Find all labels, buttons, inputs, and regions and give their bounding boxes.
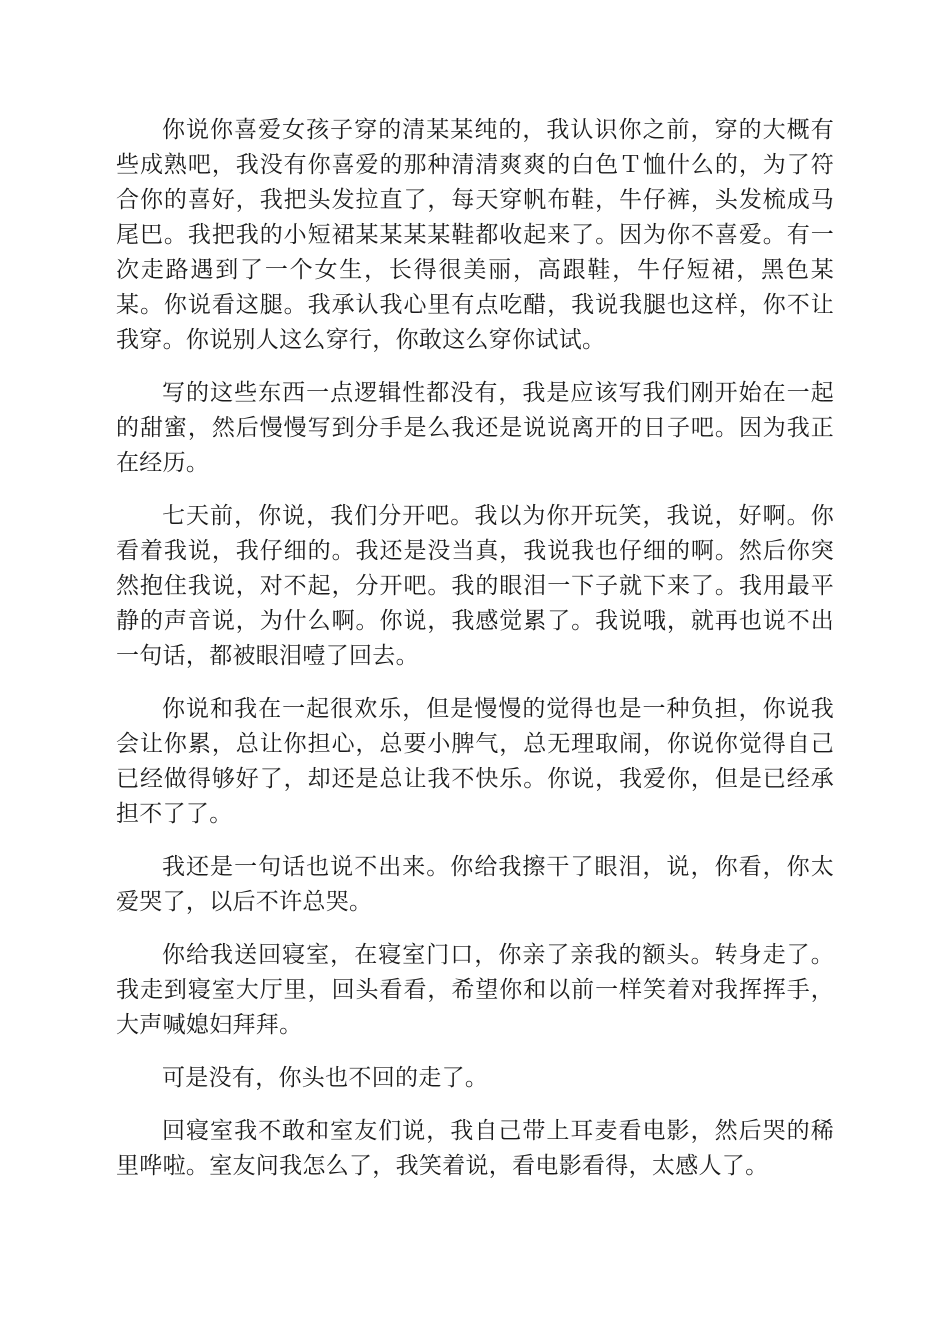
paragraph-8: 回寝室我不敢和室友们说，我自己带上耳麦看电影，然后哭的稀里哗啦。室友问我怎么了，我笑着说，看电影看得，太感人了。 [116,1118,834,1179]
paragraph-2: 写的这些东西一点逻辑性都没有，我是应该写我们刚开始在一起的甜蜜，然后慢慢写到分手是么我还是说说离开的日子吧。因为我正在经历。 [116,380,834,476]
paragraph-4: 你说和我在一起很欢乐，但是慢慢的觉得也是一种负担，你说我会让你累，总让你担心，总要小脾气，总无理取闹，你说你觉得自己已经做得够好了，却还是总让我不快乐。你说，我爱你，但是已经承担不了了。 [116,696,834,827]
paragraph-6: 你给我送回寝室，在寝室门口，你亲了亲我的额头。转身走了。我走到寝室大厅里，回头看看，希望你和以前一样笑着对我挥挥手，大声喊媳妇拜拜。 [116,942,834,1038]
document-page [116,113,834,1202]
paragraph-1: 你说你喜爱女孩子穿的清某某纯的，我认识你之前，穿的大概有些成熟吧，我没有你喜爱的那种清清爽爽的白色Ｔ恤什么的，为了符合你的喜好，我把头发拉直了，每天穿帆布鞋，牛仔裤，头发梳成马尾巴。我把我的小短裙某某某某鞋都收起来了。因为你不喜爱。有一次走路遇到了一个女生，长得很美丽，高跟鞋，牛仔短裙，黑色某某。你说看这腿。我承认我心里有点吃醋，我说我腿也这样，你不让我穿。你说别人这么穿行，你敢这么穿你试试。 [116,117,834,353]
paragraph-3: 七天前，你说，我们分开吧。我以为你开玩笑，我说，好啊。你看着我说，我仔细的。我还是没当真，我说我也仔细的啊。然后你突然抱住我说，对不起，分开吧。我的眼泪一下子就下来了。我用最平静的声音说，为什么啊。你说，我感觉累了。我说哦，就再也说不出一句话，都被眼泪噎了回去。 [116,503,834,669]
paragraph-7: 可是没有，你头也不回的走了。 [162,1065,489,1091]
paragraph-5: 我还是一句话也说不出来。你给我擦干了眼泪，说，你看，你太爱哭了，以后不许总哭。 [116,854,834,915]
